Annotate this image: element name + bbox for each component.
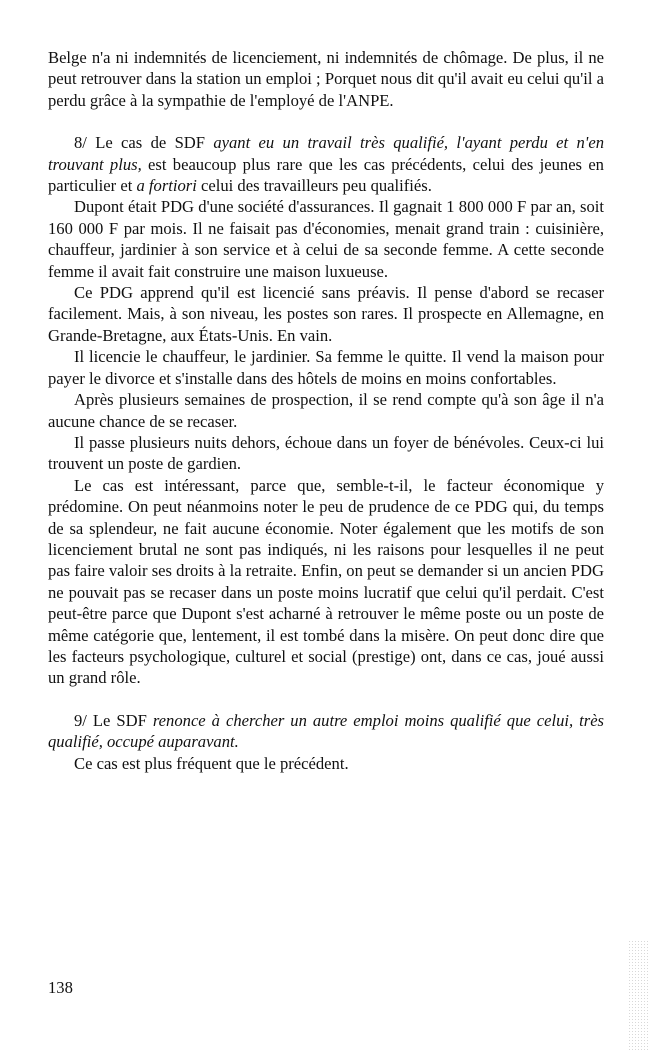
paragraph-text: Ce PDG apprend qu'il est licencié sans préavis. Il pense d'abord se recaser facilement. Mais, à son niveau, les postes son rares. Il prospecte en Allemagne, en Grande-Bretagne, aux États-Unis. En vain. (48, 283, 604, 345)
paragraph-analyse (48, 475, 604, 689)
paragraph-text: Après plusieurs semaines de prospection, il se rend compte qu'à son âge il n'a aucune chance de se recaser. (48, 390, 604, 431)
paragraph-text: Belge n'a ni indemnités de licenciement, ni indemnités de chômage. De plus, il ne peut retrouver dans la station un emploi ; Porquet nous dit qu'il avait eu celui qu'il a perdu grâce à la sympathie de l'employé de l'ANPE. (48, 48, 604, 110)
paragraph-text: Le cas est intéressant, parce que, semble-t-il, le facteur économique y prédomine. On peut néanmoins noter le peu de prudence de ce PDG qui, du temps de sa splendeur, ne fait aucune économie. Noter également que les motifs de son licenciement brutal ne sont pas indiqués, ni les raisons pour lesquelles il ne peut pas faire valoir ses droits à la retraite. Enfin, on peut se demander si un ancien PDG ne pouvait pas se recaser dans un poste moins lucratif que celui qu'il perdait. C'est peut-être parce que Dupont s'est acharné à retrouver le même poste ou un poste de même catégorie que, lentement, il est tombé dans la misère. On peut donc dire que les facteurs psychologique, culturel et social (prestige) ont, dans ce cas, joué aussi un grand rôle. (48, 475, 604, 688)
paragraph-licencie (48, 282, 604, 346)
scan-speckle-decoration (628, 940, 650, 1051)
paragraph-text: est beaucoup plus rare que les cas précédents, celui des jeunes en particulier et (48, 154, 604, 196)
paragraph-nuits-dehors (48, 432, 604, 475)
paragraph-dupont (48, 196, 604, 282)
page-body (48, 47, 604, 774)
paragraph-text: 9/ Le SDF (74, 710, 153, 730)
paragraph-text: Il licencie le chauffeur, le jardinier. Sa femme le quitte. Il vend la maison pour payer le divorce et s'installe dans des hôtels de moins en moins confortables. (48, 347, 604, 388)
paragraph-text: Ce cas est plus fréquent que le précédent. (74, 753, 349, 773)
paragraph-text: Dupont était PDG d'une société d'assurances. Il gagnait 1 800 000 F par an, soit 160 000 F par mois. Il ne faisait pas d'économies, menait grand train : cuisinière, chauffeur, jardinier à son service et à celui de sa seconde femme. A cette seconde femme il avait fait construire une maison luxueuse. (48, 197, 604, 281)
paragraph-case-8 (48, 132, 604, 196)
paragraph-continuation (48, 47, 604, 111)
paragraph-text: 8/ Le cas de SDF (74, 133, 214, 153)
paragraph-case-9 (48, 710, 604, 753)
paragraph-italic-text: renonce à chercher un autre emploi moins qualifié que celui, très qualifié, occupé auparavant. (48, 710, 605, 752)
paragraph-frequence (48, 753, 604, 774)
paragraph-italic-text: a fortiori (136, 176, 197, 196)
paragraph-chauffeur (48, 346, 604, 389)
page-number: 138 (48, 978, 73, 997)
paragraph-italic-text: ayant eu un travail très qualifié, l'ayant perdu et n'en trouvant plus, (48, 133, 604, 174)
paragraph-text: Il passe plusieurs nuits dehors, échoue dans un foyer de bénévoles. Ceux-ci lui trouvent un poste de gardien. (48, 432, 604, 474)
paragraph-prospection (48, 389, 604, 432)
paragraph-text: celui des travailleurs peu qualifiés. (196, 176, 432, 196)
